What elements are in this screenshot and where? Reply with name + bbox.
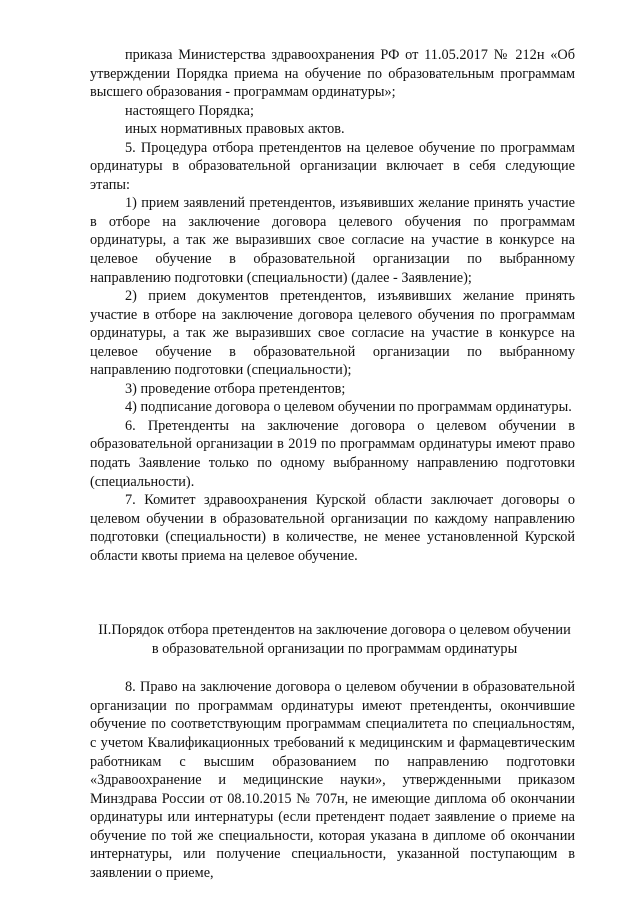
paragraph-item-6: 6. Претенденты на заключение договора о целевом обучении в образовательной организации в 2019 по программам ординатуры имеют право подать Заявление только по одному выбранному направлению подготовки (специальности). xyxy=(90,417,575,490)
paragraph-this-order: настоящего Порядка; xyxy=(125,102,254,119)
paragraph-item-8: 8. Право на заключение договора о целевом обучении в образовательной организации по программам ординатуры имеют претенденты, окончившие обучение по соответствующим программам специалитета по специальностям, с учетом Квалификационных требований к медицинским и фармацевтическим работникам с высшим образованием по направлению подготовки «Здравоохранение и медицинские науки», утвержденными приказом Минздрава России от 08.10.2015 № 707н, не имеющие диплома об окончании ординатуры или интернатуры (если претендент подает заявление о приеме на обучение по той же специальности, которая указана в дипломе об окончании интернатуры, или получение специальности, указанной поступающим в заявлении о приеме, xyxy=(90,679,575,881)
paragraph-order-212n: приказа Министерства здравоохранения РФ от 11.05.2017 № 212н «Об утверждении Порядка приема на обучение по образовательным программам высшего образования - программам ординатуры»; xyxy=(90,47,575,101)
paragraph-stage-3: 3) проведение отбора претендентов; xyxy=(125,380,346,397)
paragraph-stage-2: 2) прием документов претендентов, изъявивших желание принять участие в отборе на заключение договора целевого обучения по программам ординатуры, а так же выразивших свое согласие на участие в конкурсе на целевое обучение в образовательной организации по выбранному направлению подготовки (специальности); xyxy=(90,288,575,379)
section-spacer xyxy=(90,565,575,621)
paragraph-stage-4: 4) подписание договора о целевом обучении по программам ординатуры. xyxy=(125,399,572,416)
paragraph-stage-1: 1) прием заявлений претендентов, изъявивших желание принять участие в отборе на заключение договора целевого обучения по программам ординатуры, а так же выразивших свое согласие на участие в конкурсе на целевое обучение в образовательной организации по выбранному направлению подготовки (специальности) (далее - Заявление); xyxy=(90,195,575,286)
paragraph-item-7: 7. Комитет здравоохранения Курской области заключает договоры о целевом обучении в образовательной организации по каждому направлению подготовки (специальности) в количестве, не менее установленной Курской области квоты приема на целевое обучение. xyxy=(90,492,575,564)
paragraph-other-acts: иных нормативных правовых актов. xyxy=(125,121,345,138)
paragraph-item-5: 5. Процедура отбора претендентов на целевое обучение по программам ординатуры в образовательной организации включает в себя следующие этапы: xyxy=(90,139,575,193)
section-heading: II.Порядок отбора претендентов на заключение договора о целевом обучении в образовательной организации по программам ординатуры xyxy=(98,622,571,658)
heading-spacer xyxy=(90,659,575,678)
